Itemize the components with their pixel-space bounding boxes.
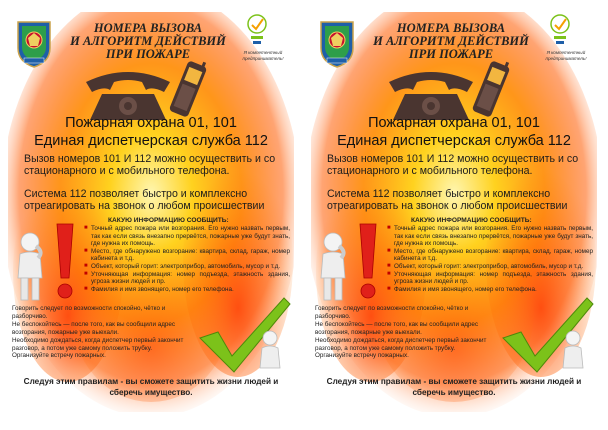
system-112-paragraph: Система 112 позволяет быстро и комплексно отреагировать на звонок о любом происшествии [327,188,568,212]
heading-line-3: ПРИ ПОЖАРЕ [408,47,494,61]
phones-paragraph: Вызов номеров 101 И 112 можно осуществить и со стационарного и с мобильного телефона. [24,153,276,177]
mobile-phone-icon [166,58,210,120]
bullet-icon: ■ [387,247,391,254]
heading-line-1: НОМЕРА ВЫЗОВА [93,21,203,35]
business-logo-icon [246,14,268,48]
fire-service-title: Пожарная охрана 01, 101 [368,115,540,131]
list-item: ■ Объект, который горит: электроприбор, автомобиль, мусор и т.д. [387,262,584,270]
heading-line-1: НОМЕРА ВЫЗОВА [396,21,506,35]
list-item: ■ Место, где обнаружено возгорание: квартира, склад, гараж, номер кабинета и т.д. [84,247,290,263]
exclamation-icon [52,222,78,302]
bullet-icon: ■ [84,247,88,254]
footer-slogan: Следуя этим правилам - вы сможете защитить жизни людей и сберечь имущество. [326,377,582,397]
thinking-man-icon [12,232,48,302]
exclamation-icon [355,222,381,302]
list-item: ■ Фамилия и имя звонящего, номер его телефона. [84,285,234,293]
dispatch-service-title: Единая диспетчерская служба 112 [34,133,268,149]
instruction-line: Говорить следует по возможности спокойно, чётко и разборчиво. [315,305,469,320]
list-item: ■ Уточняющая информация: номер подъезда, этажность здания, угроза жизни людей и пр. [387,270,593,286]
dispatch-service-title: Единая диспетчерская служба 112 [337,133,571,149]
instruction-line: Необходимо дождаться, когда диспетчер первый закончит разговор, а потом уже самому положить трубку. [12,336,184,352]
bullet-icon: ■ [387,225,391,231]
info-list-heading: КАКУЮ ИНФОРМАЦИЮ СООБЩИТЬ: [411,217,532,224]
bullet-icon: ■ [387,262,391,269]
instruction-line: Говорить следует по возможности спокойно, чётко и разборчиво. [12,305,166,320]
poster-left [8,12,294,412]
mobile-phone-icon [469,58,513,120]
thinking-man-icon [315,232,351,302]
bullet-icon: ■ [84,285,88,292]
poster-heading [56,22,240,61]
list-item: ■ Уточняющая информация: номер подъезда, этажность здания, угроза жизни людей и пр. [84,270,290,286]
bottom-instructions [315,305,497,360]
bullet-icon: ■ [387,285,391,292]
bullet-icon: ■ [387,270,391,277]
list-item: ■ Точный адрес пожара или возгорания. Его нужно назвать первым, так как если связь внезапно прервётся, пожарные уже будут знать, где нужна их помощь. [84,225,290,248]
heading-line-2: И АЛГОРИТМ ДЕЙСТВИЙ [373,34,529,48]
heading-line-2: И АЛГОРИТМ ДЕЙСТВИЙ [70,34,226,48]
list-item: ■ Фамилия и имя звонящего, номер его телефона. [387,285,537,293]
info-list-heading: КАКУЮ ИНФОРМАЦИЮ СООБЩИТЬ: [108,217,229,224]
bullet-icon: ■ [84,262,88,269]
system-112-paragraph: Система 112 позволяет быстро и комплексно отреагировать на звонок о любом происшествии [24,188,265,212]
instruction-line: Не беспокойтесь — после того, как вы сообщили адрес возгорания, пожарные уже выехали. [315,320,479,336]
info-list [387,225,593,293]
business-caption: Я компетентный предприниматель! [545,50,587,61]
coat-of-arms-icon [317,20,357,68]
info-list [84,225,290,293]
instruction-line: Не беспокойтесь — после того, как вы сообщили адрес возгорания, пожарные уже выехали. [12,320,176,336]
poster-right [311,12,597,412]
bullet-icon: ■ [84,270,88,277]
list-item: ■ Место, где обнаружено возгорание: квартира, склад, гараж, номер кабинета и т.д. [387,247,593,263]
list-item: ■ Точный адрес пожара или возгорания. Его нужно назвать первым, так как если связь внезапно прервётся, пожарные уже будут знать, где нужна их помощь. [387,225,593,248]
checkmark-man-icon [196,294,292,374]
instruction-line: Организуйте встречу пожарных. [12,352,106,360]
list-item: ■ Объект, который горит: электроприбор, автомобиль, мусор и т.д. [84,262,281,270]
poster-heading [359,22,543,61]
instruction-line: Организуйте встречу пожарных. [315,352,409,360]
business-logo-icon [549,14,571,48]
instruction-line: Необходимо дождаться, когда диспетчер первый закончит разговор, а потом уже самому положить трубку. [315,336,487,352]
bottom-instructions [12,305,194,360]
heading-line-3: ПРИ ПОЖАРЕ [105,47,191,61]
bullet-icon: ■ [84,225,88,231]
checkmark-man-icon [499,294,595,374]
phones-paragraph: Вызов номеров 101 И 112 можно осуществить и со стационарного и с мобильного телефона. [327,153,579,177]
business-caption: Я компетентный предприниматель! [242,50,284,61]
coat-of-arms-icon [14,20,54,68]
footer-slogan: Следуя этим правилам - вы сможете защитить жизни людей и сберечь имущество. [23,377,279,397]
fire-service-title: Пожарная охрана 01, 101 [65,115,237,131]
